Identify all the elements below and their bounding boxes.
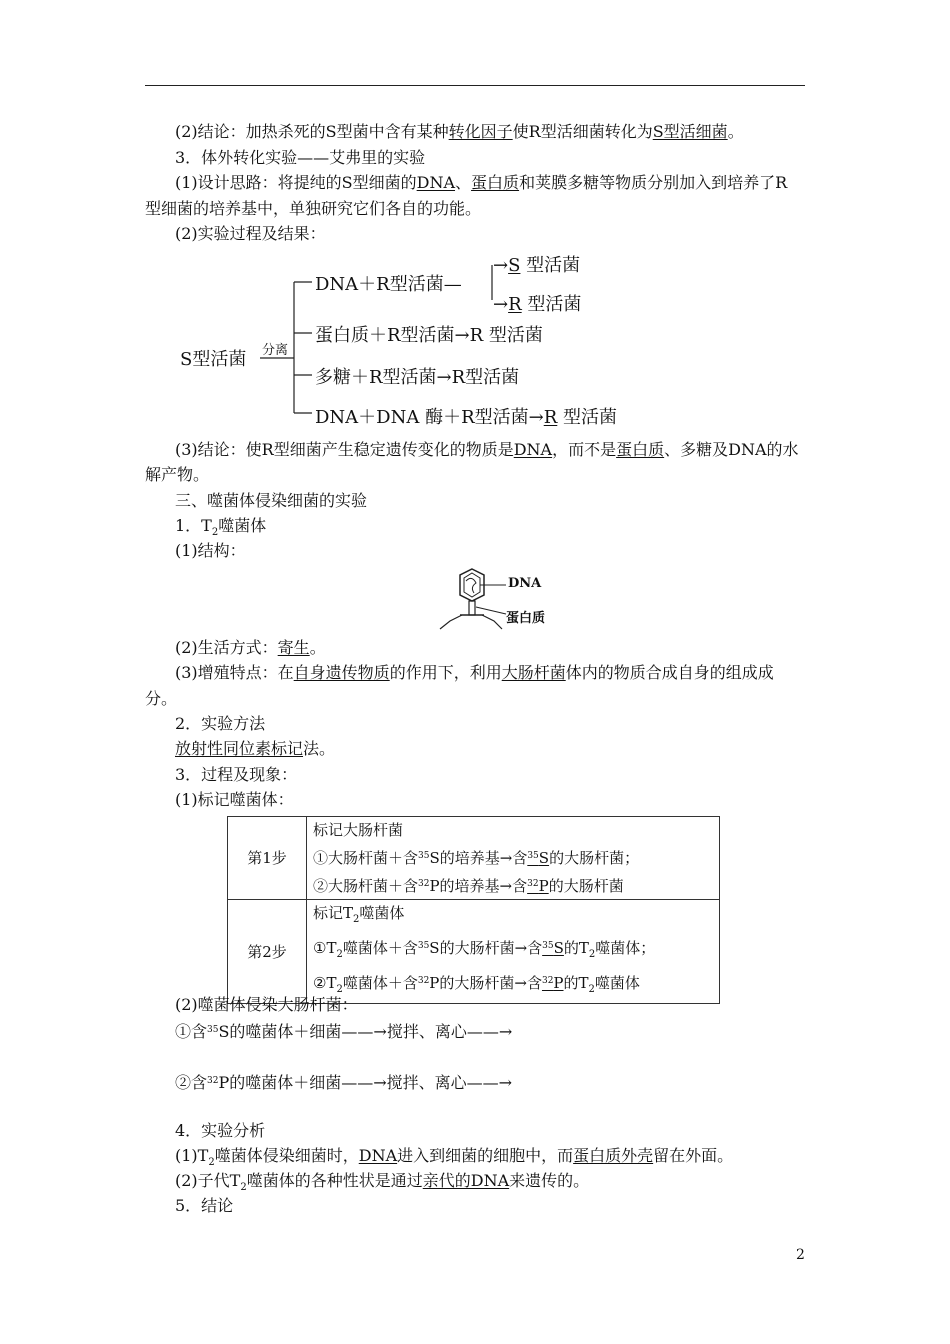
table-row <box>228 900 720 1004</box>
label-phage: (1)标记噬菌体： <box>175 790 294 809</box>
heading-3: 3．体外转化实验——艾弗里的实验 <box>175 148 426 167</box>
step-1: 第1步 <box>228 817 307 900</box>
infection-p32: ②含$^{32}$P的噬菌体＋细菌——→搅拌、离心——→ <box>175 1073 513 1092</box>
reproduction-line1: (3)增殖特点：在自身遗传物质的作用下，利用大肠杆菌体内的物质合成自身的组成成 <box>175 663 774 682</box>
design-line1: (1)设计思路：将提纯的S型细菌的DNA、蛋白质和荚膜多糖等物质分别加入到培养了R <box>175 173 788 192</box>
structure-label: (1)结构： <box>175 541 246 560</box>
branch-dna: DNA＋R型活菌— <box>315 274 462 295</box>
step2-item1: $①T_2$噬菌体＋含$^{35}$S的大肠杆菌→含$^{35}$S的$T_2$噬菌体； <box>313 939 656 960</box>
page-number: 2 <box>796 1247 805 1263</box>
process-label: (2)实验过程及结果： <box>175 224 326 243</box>
step1-title: 标记大肠杆菌 <box>313 821 404 839</box>
analysis-1: $(1)T_2$噬菌体侵染细菌时，DNA进入到细菌的细胞中，而蛋白质外壳留在外面。 <box>175 1146 734 1169</box>
reproduction-line2: 分。 <box>145 689 178 708</box>
table-row <box>228 817 720 900</box>
analysis-2: (2)子代$T_2$噬菌体的各种性状是通过亲代的DNA来遗传的。 <box>175 1171 590 1194</box>
design-line2: 型细菌的培养基中，单独研究它们各自的功能。 <box>145 199 482 218</box>
infection-label: (2)噬菌体侵染大肠杆菌： <box>175 995 358 1014</box>
phage-dna-label: DNA <box>508 576 542 591</box>
step2-title: 标记$T_2$噬菌体 <box>313 904 405 925</box>
infection-s35: ①含$^{35}$S的噬菌体＋细菌——→搅拌、离心——→ <box>175 1022 513 1041</box>
branch-polysaccharide: 多糖＋R型活菌→R型活菌 <box>315 367 520 388</box>
analysis-heading: 4．实验分析 <box>175 1121 266 1140</box>
step1-item1: ①大肠杆菌＋含$^{35}$S的培养基→含$^{35}$S的大肠杆菌； <box>313 849 640 867</box>
branch-dnase: DNA＋DNA 酶＋R型活菌→R 型活菌 <box>315 407 618 428</box>
method-heading: 2．实验方法 <box>175 714 266 733</box>
method: 放射性同位素标记法。 <box>175 739 336 758</box>
conclusion-heading: 5．结论 <box>175 1196 234 1215</box>
section-3-title: 三、噬菌体侵染细菌的实验 <box>175 491 368 510</box>
branch-dna-result-r: →R 型活菌 <box>493 294 582 315</box>
process-heading: 3．过程及现象： <box>175 765 298 784</box>
conclusion-2: (2)结论：加热杀死的S型菌中含有某种转化因子使R型活细菌转化为S型活细菌。 <box>175 122 744 141</box>
branch-dna-result-s: →S 型活菌 <box>493 255 581 276</box>
labeling-table <box>227 816 720 1004</box>
step1-item2: ②大肠杆菌＋含$^{32}$P的培养基→含$^{32}$P的大肠杆菌 <box>313 877 624 895</box>
step-2: 第2步 <box>228 900 307 1004</box>
header-rule <box>145 85 805 86</box>
split-label: 分离 <box>262 343 289 358</box>
avery-diagram <box>180 245 720 435</box>
conclusion-3-line1: (3)结论：使R型细菌产生稳定遗传变化的物质是DNA，而不是蛋白质、多糖及DNA的水 <box>175 440 799 459</box>
root-label: S型活菌 <box>180 349 247 370</box>
phage-protein-label: 蛋白质 <box>506 611 546 626</box>
step2-item2: $②T_2$噬菌体＋含$^{32}$P的大肠杆菌→含$^{32}$P的$T_2$噬菌体 <box>313 974 640 995</box>
phage-figure <box>436 565 556 631</box>
t2-heading: 1．$T_2$噬菌体 <box>175 516 267 539</box>
conclusion-3-line2: 解产物。 <box>145 465 210 484</box>
lifestyle: (2)生活方式：寄生。 <box>175 638 326 657</box>
branch-protein: 蛋白质＋R型活菌→R 型活菌 <box>315 325 543 346</box>
